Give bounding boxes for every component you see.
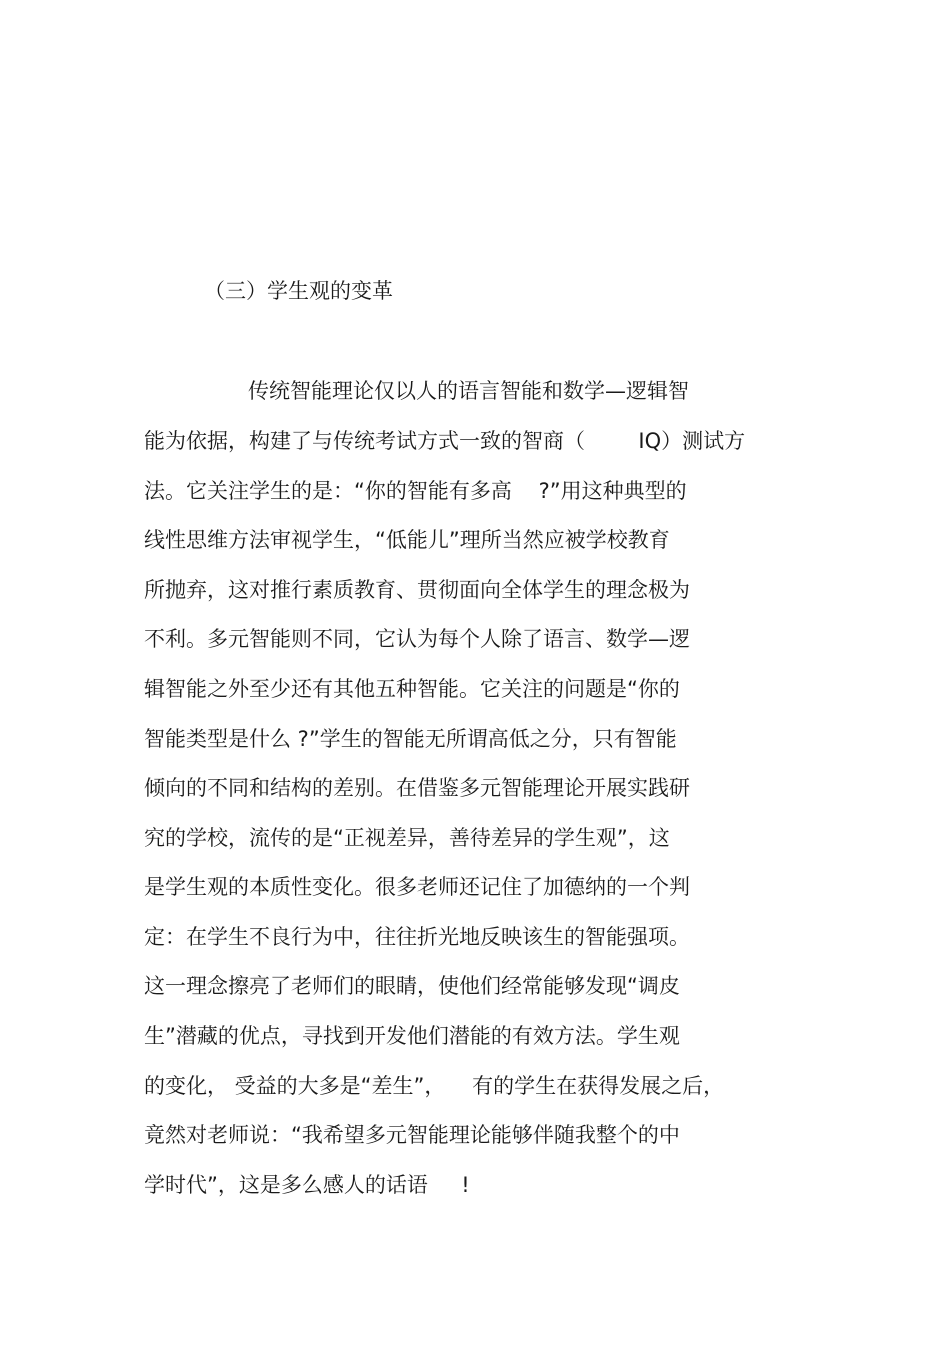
paragraph-line: 这一理念擦亮了老师们的眼睛，使他们经常能够发现“调皮 bbox=[144, 974, 680, 998]
paragraph-line: 的变化， 受益的大多是“差生”， 有的学生在获得发展之后， bbox=[144, 1074, 725, 1098]
paragraph-line: 定：在学生不良行为中，往往折光地反映该生的智能强项。 bbox=[144, 925, 690, 949]
paragraph-line: 所抛弃，这对推行素质教育、贯彻面向全体学生的理念极为 bbox=[144, 578, 690, 602]
paragraph-line: 学时代”，这是多么感人的话语 ! bbox=[144, 1173, 470, 1197]
paragraph-line: 能为依据，构建了与传统考试方式一致的智商（ IQ）测试方 bbox=[144, 429, 746, 453]
paragraph-line: 不利。多元智能则不同，它认为每个人除了语言、数学—逻 bbox=[144, 627, 690, 651]
paragraph-line: 传统智能理论仅以人的语言智能和数学—逻辑智 bbox=[248, 379, 689, 403]
paragraph-line: 生”潜藏的优点，寻找到开发他们潜能的有效方法。学生观 bbox=[144, 1024, 680, 1048]
paragraph-line: 竟然对老师说：“我希望多元智能理论能够伴随我整个的中 bbox=[144, 1123, 680, 1147]
paragraph-line: 倾向的不同和结构的差别。在借鉴多元智能理论开展实践研 bbox=[144, 776, 690, 800]
paragraph-line: 是学生观的本质性变化。很多老师还记住了加德纳的一个判 bbox=[144, 875, 690, 899]
paragraph-line: 辑智能之外至少还有其他五种智能。它关注的问题是“你的 bbox=[144, 677, 680, 701]
section-heading: （三）学生观的变革 bbox=[204, 279, 393, 303]
paragraph-line: 究的学校，流传的是“正视差异，善待差异的学生观”，这 bbox=[144, 826, 670, 850]
paragraph-line: 法。它关注学生的是：“你的智能有多高 ?”用这种典型的 bbox=[144, 479, 687, 503]
paragraph-line: 线性思维方法审视学生，“低能儿”理所当然应被学校教育 bbox=[144, 528, 670, 552]
paragraph-line: 智能类型是什么 ?”学生的智能无所谓高低之分，只有智能 bbox=[144, 727, 677, 751]
